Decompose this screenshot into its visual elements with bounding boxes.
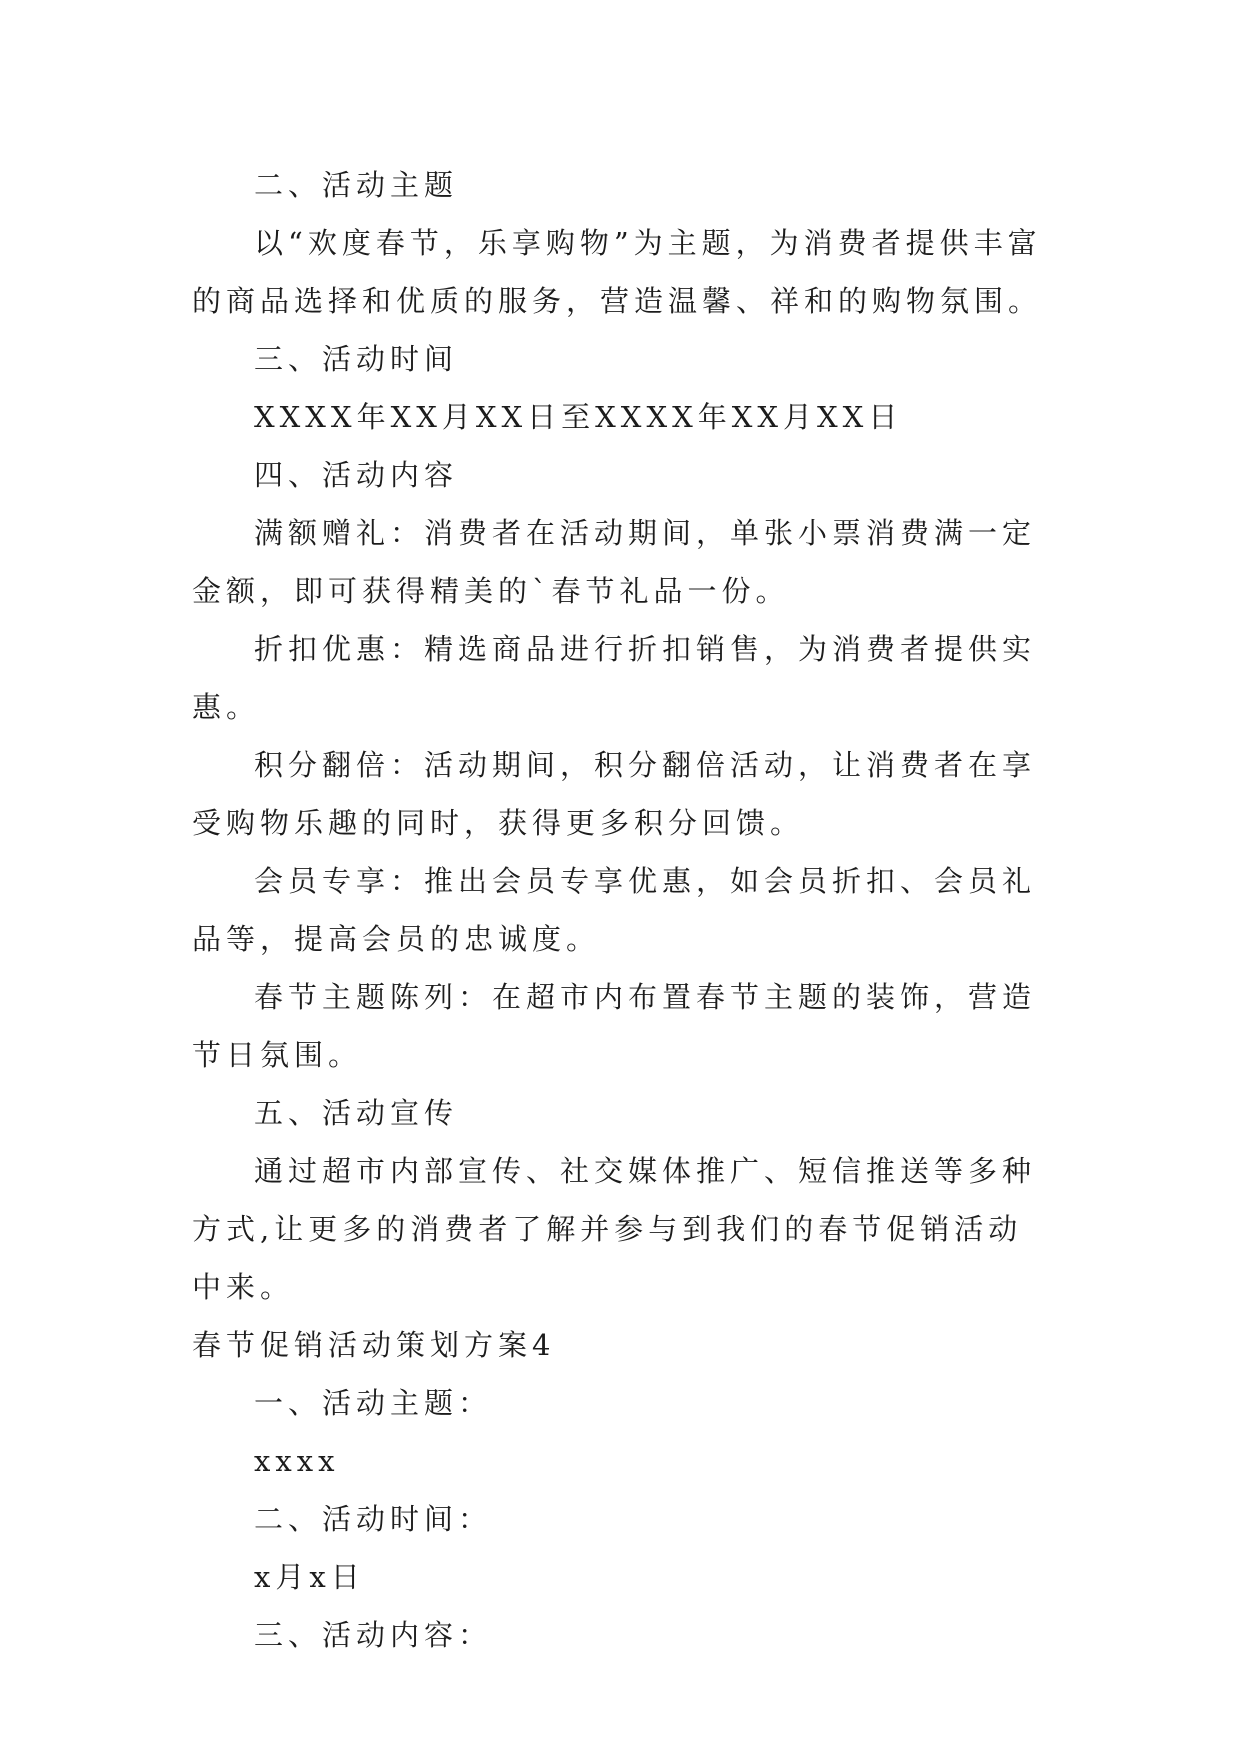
paragraph-display: 春节主题陈列：在超市内布置春节主题的装饰，营造节日氛围。	[192, 980, 1037, 1072]
plan4-heading-content: 三、活动内容：	[254, 1618, 493, 1652]
paragraph-discount: 折扣优惠：精选商品进行折扣销售，为消费者提供实惠。	[192, 632, 1037, 724]
plan4-heading-theme: 一、活动主题：	[254, 1386, 493, 1420]
paragraph-points: 积分翻倍：活动期间，积分翻倍活动，让消费者在享受购物乐趣的同时，获得更多积分回馈。	[192, 748, 1037, 840]
document-body	[192, 156, 1054, 1664]
paragraph-theme-text: 以“欢度春节，乐享购物”为主题，为消费者提供丰富的商品选择和优质的服务，营造温馨、祥和的购物氛围。	[192, 226, 1043, 318]
plan-title: 春节促销活动策划方案4	[192, 1328, 556, 1362]
paragraph-promotion-text: 通过超市内部宣传、社交媒体推广、短信推送等多种方式,让更多的消费者了解并参与到我们的春节促销活动中来。	[192, 1154, 1037, 1304]
plan4-time-value: x月x日	[254, 1560, 365, 1594]
paragraph-gift: 满额赠礼：消费者在活动期间，单张小票消费满一定金额，即可获得精美的`春节礼品一份。	[192, 516, 1037, 608]
section-heading-content: 四、活动内容	[254, 458, 459, 492]
paragraph-time-text: XXXX年XX月XX日至XXXX年XX月XX日	[254, 400, 903, 434]
plan4-theme-value: xxxx	[254, 1444, 340, 1478]
section-heading-theme: 二、活动主题	[254, 168, 459, 202]
section-heading-time: 三、活动时间	[254, 342, 459, 376]
section-heading-promotion: 五、活动宣传	[254, 1096, 459, 1130]
plan4-heading-time: 二、活动时间：	[254, 1502, 493, 1536]
paragraph-member: 会员专享：推出会员专享优惠，如会员折扣、会员礼品等，提高会员的忠诚度。	[192, 864, 1037, 956]
